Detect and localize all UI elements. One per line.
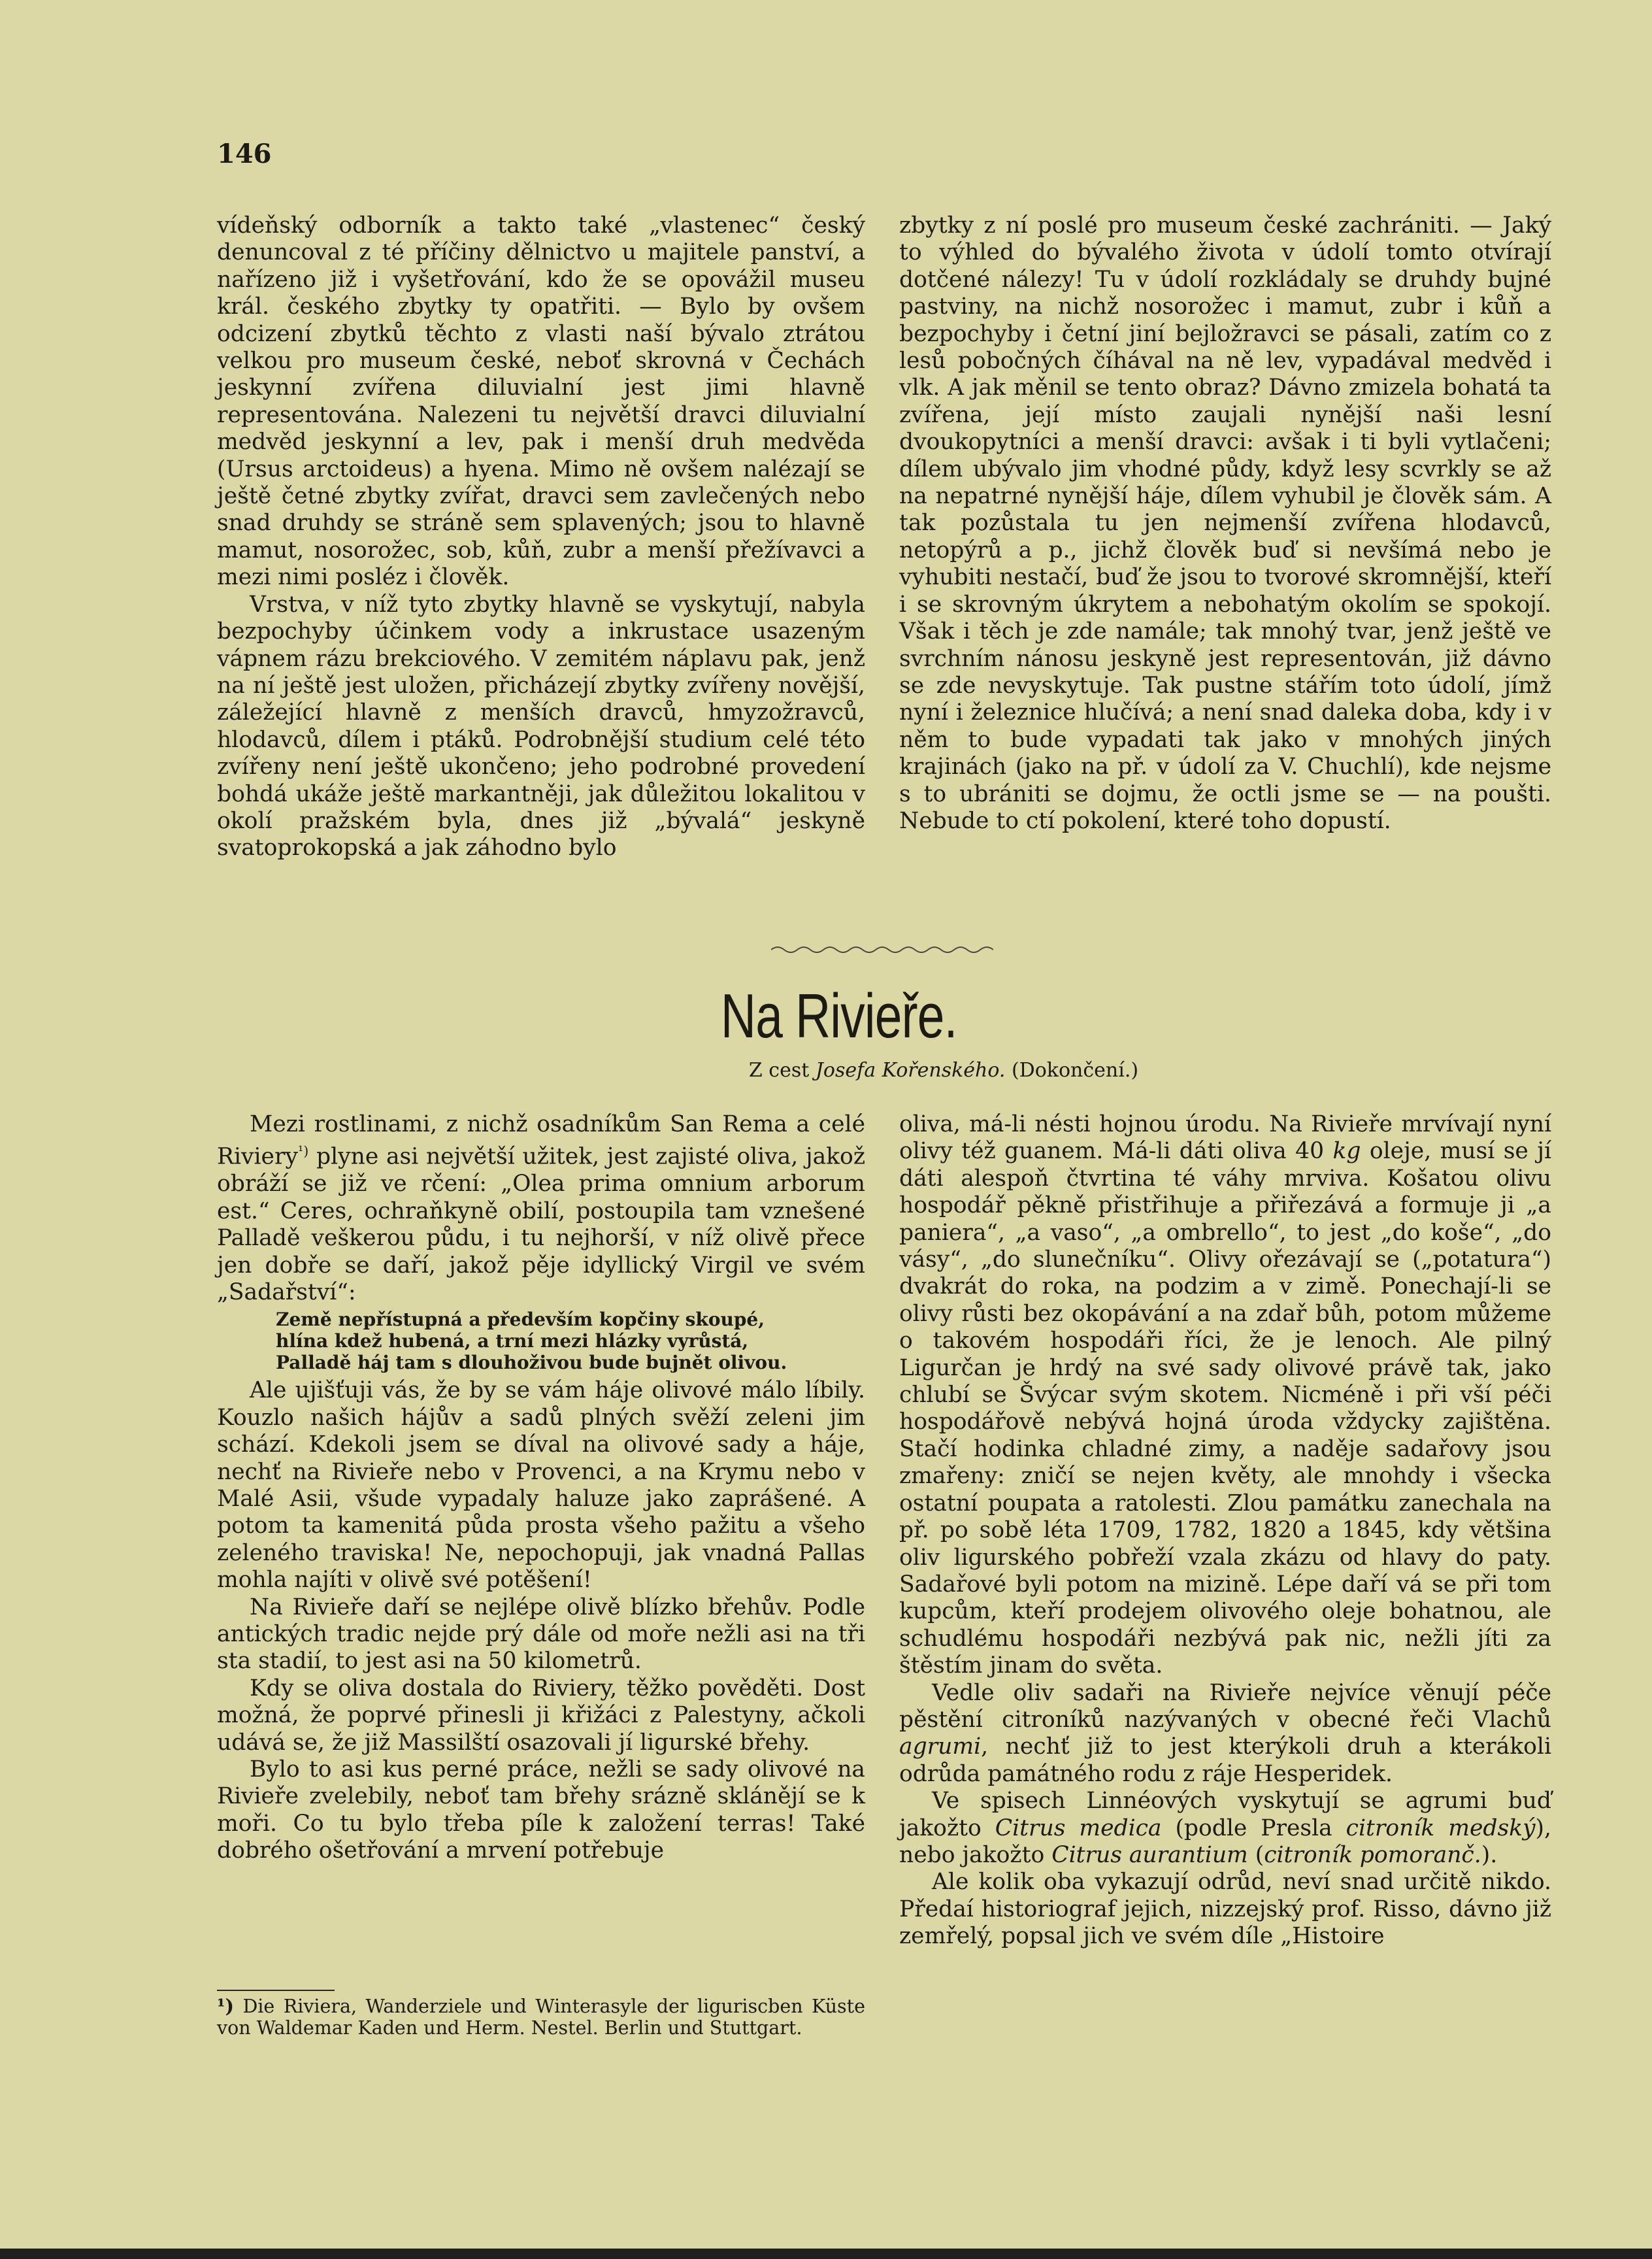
paragraph: Bylo to asi kus perné práce, nežli se sady olivové na Rivieře zvelebily, neboť tam břehy srázně sklánějí se k moři. Co tu bylo třeba píle k založení terras! Také dobrého ošetřování a mrvení potřebuje: [217, 1756, 865, 1864]
article-title: Na Rivieře.: [720, 981, 957, 1051]
text-run: Ve spisech Linnéových vyskytují se agrumi buď jakožto: [899, 1788, 1551, 1841]
bottom-left-column: [217, 1111, 865, 1865]
top-left-column: [217, 212, 865, 862]
text-run: oleje, musí se jí dáti alespoň čtvrtina té váhy mrviva. Košatou olivu hospodář pěkně přistřihuje a přiřezává a formuje ji „a paniera“, „a vaso“, „a ombrello“, to jest „do koše“, „do vásy“, „do slunečníku“. Olivy ořezávají se („potatura“) dvakrát do roka, na podzim a v zimě. Ponechají-li se olivy růsti bez okopávání a na zdař bůh, potom můžeme o takovém hospodáři říci, že je lenoch. Ale pilný Ligurčan je hrdý na své sady olivové právě tak, jako chlubí se Švýcar svým skotem. Nicméně i při vší péči hospodářově nebývá hojná úroda vždycky zajištěna. Stačí hodinka chladné zimy, a naděje sadařovy jsou zmařeny: zničí se nejen květy, ale mnohdy i všecka ostatní poupata a ratolesti. Zlou památku zanechala na př. po sobě léta 1709, 1782, 1820 a 1845, kdy většina oliv ligurského pobřeží vzala zkázu od hlavy do paty. Sadařové byli potom na mizině. Lépe daří vá se při tom kupcům, kteří prodejem olivového oleje bohatnou, ale schudlému hospodáři nezbývá pak nic, nežli jíti za štěstím jinam do světa.: [899, 1138, 1551, 1679]
text-run: (: [1247, 1841, 1264, 1868]
text-run: agrumi: [899, 1733, 982, 1760]
text-run: (podle Presla: [1161, 1815, 1346, 1841]
text-run: ), nebo jakožto: [899, 1815, 1551, 1868]
text-run: kg: [1332, 1138, 1361, 1165]
poem-quote: [276, 1309, 865, 1373]
text-run: Mezi rostlinami, z nichž osadníkům San Rema a celé Riviery: [217, 1111, 865, 1170]
paragraph: Vrstva, v níž tyto zbytky hlavně se vyskytují, nabyla bezpochyby účinkem vody a inkrustace usazeným vápnem rázu brekciového. V zemitém náplavu pak, jenž na ní ještě jest uložen, přicházejí zbytky zvířeny novější, záležející hlavně z menších dravců, hmyzožravců, hlodavců, dílem i ptáků. Podrobnější studium celé této zvířeny není ještě ukončeno; jeho podrobné provedení bohdá ukáže ještě markantněji, jak důležitou lokalitou v okolí pražském byla, dnes již „bývalá“ jeskyně svatoprokopská a jak záhodno bylo: [217, 591, 865, 862]
paragraph: [217, 1111, 865, 1306]
text-run: Citrus medica: [995, 1815, 1162, 1841]
bottom-right-column: [899, 1111, 1551, 1950]
footnote: [217, 1996, 865, 2039]
paragraph: Ale kolik oba vykazují odrůd, neví snad určitě nikdo. Předaí historiograf jejich, nizzejský prof. Risso, dávno již zemřelý, popsal jich ve svém díle „Histoire: [899, 1869, 1551, 1950]
text-run: Vedle oliv sadaři na Rivieře nejvíce věnují péče pěstění citroníků nazývaných v obecné řeči Vlachů: [899, 1679, 1551, 1733]
paragraph: [899, 1111, 1551, 1680]
paragraph: Ale ujišťuji vás, že by se vám háje olivové málo líbily. Kouzlo našich hájův a sadů plných svěží zeleni jim schází. Kdekoli jsem se díval na olivové sady a háje, nechť na Rivieře nebo v Provenci, a na Krymu nebo v Malé Asii, všude vypadaly haluze jako zaprášené. A potom ta kamenitá půda prosta všeho pažitu a všeho zeleného traviska! Ne, nepochopuji, jak vnadná Pallas mohla najíti v olivě své potěšení!: [217, 1377, 865, 1594]
poem-line: Země nepřístupná a především kopčiny skoupé,: [276, 1309, 765, 1331]
subtitle-suffix: (Dokončení.): [1005, 1059, 1139, 1082]
footnote-mark: ¹): [217, 1995, 234, 2017]
scan-edge: [0, 2249, 1652, 2259]
poem-line: Palladě háj tam s dlouhoživou bude bujnět olivou.: [276, 1352, 787, 1374]
footnote-rule: [217, 1990, 335, 1991]
text-run: plyne asi největší užitek, jest zajisté oliva, jakož obráží se již ve rčení: „Olea prima omnium arborum est.“ Ceres, ochraňkyně obilí, postoupila tam vznešené Palladě veškerou půdu, i tu nejhorší, v níž olivě přece jen dobře se daří, jakož pěje idyllický Virgil ve svém „Sadařství“:: [217, 1143, 865, 1305]
text-run: citroník pomoranč.: [1264, 1841, 1481, 1868]
page-number: 146: [217, 139, 272, 169]
text-run: ).: [1481, 1841, 1498, 1868]
wavy-divider-ornament: [771, 943, 993, 956]
paragraph: Kdy se oliva dostala do Riviery, těžko pověděti. Dost možná, že poprvé přinesli ji křižáci z Palestyny, ačkoli udává se, že již Massilští osazovali jí ligurské břehy.: [217, 1675, 865, 1756]
text-run: Citrus aurantium: [1051, 1841, 1248, 1868]
paragraph: vídeňský odborník a takto také „vlastenec“ český denuncoval z té příčiny dělnictvo u majitele panství, a nařízeno již i vyšetřování, kdo že se opovážil museu král. českého zbytky ty opatřiti. — Bylo by ovšem odcizení zbytků těchto z vlasti naší bývalo ztrátou velkou pro museum české, neboť skrovná v Čechách jeskynní zvířena diluvialní jest jimi hlavně representována. Nalezeni tu největší dravci diluvialní medvěd jeskynní a lev, pak i menší druh medvěda (Ursus arctoideus) a hyena. Mimo ně ovšem nalézají se ještě četné zbytky zvířat, dravci sem zavlečených nebo snad druhdy se stráně sem splavených; jsou to hlavně mamut, nosorožec, sob, kůň, zubr a menší přežívavci a mezi nimi posléz i člověk.: [217, 212, 865, 591]
text-run: , nechť již to jest kterýkoli druh a kterákoli odrůda památného rodu z ráje Hesperidek.: [899, 1733, 1551, 1787]
paragraph: zbytky z ní poslé pro museum české zachrániti. — Jaký to výhled do bývalého života v údolí tomto otvírají dotčené nálezy! Tu v údolí rozkládaly se druhdy bujné pastviny, na nichž nosorožec i mamut, zubr i kůň a bezpochyby i četní jiní bejložravci se pásali, zatím co z lesů pobočných číhával na ně lev, vypadával medvěd i vlk. A jak měnil se tento obraz? Dávno zmizela bohatá ta zvířena, její místo zaujali nynější naši lesní dvoukopytníci a menší dravci: avšak i ti byli vytlačeni; dílem ubývalo jim vhodné půdy, když lesy scvrkly se až na nepatrné nynější háje, dílem vyhubil je člověk sám. A tak pozůstala tu jen nejmenší zvířena hlodavců, netopýrů a p., jichž člověk buď si nevšímá nebo je vyhubiti nestačí, buď že jsou to tvorové skromnější, kteří i se skrovným úkrytem a nebohatým okolím se spokojí. Však i těch je zde namále; tak mnohý tvar, jenž ještě ve svrchním nánosu jeskyně jest representován, již dávno se zde nevyskytuje. Tak pustne stářím toto údolí, jímž nyní i železnice hlučívá; a není snad daleka doba, kdy i v něm to bude vypadati tak jako v mnohých jiných krajinách (jako na př. v údolí za V. Chuchlí), kde nejsme s to ubrániti se dojmu, že octli jsme se — na poušti. Nebude to ctí pokolení, které toho dopustí.: [899, 212, 1551, 834]
subtitle-prefix: Z cest: [748, 1059, 816, 1082]
poem-line: hlína kdež hubená, a trní mezi hlázky vyrůstá,: [276, 1330, 749, 1352]
text-run: oliva, má-li nésti hojnou úrodu. Na Rivieře mrvívají nyní olivy též guanem. Má-li dáti oliva 40: [899, 1111, 1551, 1165]
text-run: citroník medský: [1346, 1815, 1536, 1841]
paragraph: [899, 1680, 1551, 1788]
footnote-ref: ¹): [297, 1143, 309, 1160]
footnote-text: Die Riviera, Wanderziele und Winterasyle der liguriscben Küste von Waldemar Kaden und Herm. Nestel. Berlin und Stuttgart.: [217, 1996, 865, 2039]
paragraph: Na Rivieře daří se nejlépe olivě blízko břehův. Podle antických tradic nejde prý dále od moře nežli asi na tři sta stadií, to jest asi na 50 kilometrů.: [217, 1594, 865, 1675]
paragraph: [899, 1788, 1551, 1869]
top-right-column: [899, 212, 1551, 835]
subtitle-author: Josefa Kořenského.: [815, 1059, 1006, 1082]
article-subtitle: [118, 1059, 1652, 1082]
